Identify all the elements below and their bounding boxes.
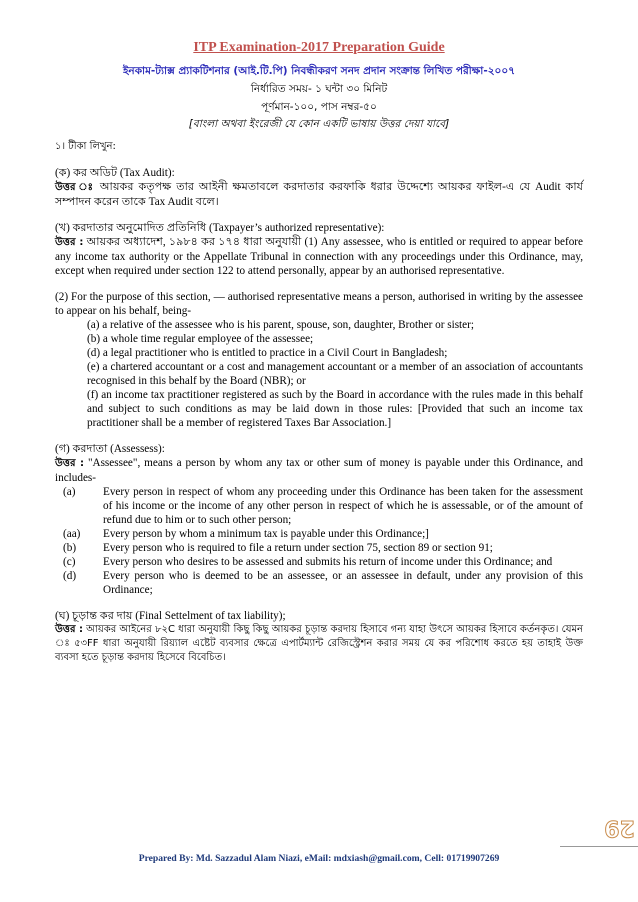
- answer-text: আয়কর অধ্যাদেশ, ১৯৮৪ কর ১৭৪ ধারা অনুযায়ী (1) Any assessee, who is entitled or required to appear before any income tax authority or the Appellate Tribunal in connection with any proceedings under this Ordinance, may, except when required under section 122 to attend personally, appear by an authorised representative.: [55, 236, 583, 277]
- exam-instruction: [বাংলা অথবা ইংরেজী যে কোন একটি ভাষায় উত্তর দেয়া যাবে]: [188, 118, 450, 130]
- list-item: [55, 485, 583, 527]
- section-b-heading: (খ) করদাতার অনুমোদিত প্রতিনিধি (Taxpayer’s authorized representative):: [55, 222, 385, 234]
- answer-label: উত্তর :: [55, 624, 83, 635]
- section-a-answer: [55, 180, 583, 209]
- list-item-label: (c): [63, 556, 76, 568]
- section-d-heading: (ঘ) চূড়ান্ত কর দায় (Final Settelment of tax liability);: [55, 610, 286, 622]
- list-item-label: (d): [63, 570, 77, 582]
- list-item-text: Every person by whom a minimum tax is payable under this Ordinance;]: [103, 528, 429, 540]
- section-c-answer: [55, 456, 583, 485]
- footer-divider: [560, 846, 638, 847]
- list-item-label: (a): [63, 486, 76, 498]
- list-item: [55, 541, 583, 555]
- list-item-text: Every person who desires to be assessed and submits his return of income under this Ordinance; and: [103, 556, 553, 568]
- main-content: [55, 140, 583, 665]
- answer-label: উত্তর :: [55, 458, 85, 469]
- list-item: [55, 569, 583, 597]
- list-item-text: Every person who is deemed to be an assessee, or an assessee in default, under any provision of this Ordinance;: [103, 570, 583, 596]
- section-b-para2: (2) For the purpose of this section, ― authorised representative means a person, authorised in writing by the assessee to appear on his behalf, being-: [55, 291, 583, 317]
- section-c-heading: (গ) করদাতা (Assessess):: [55, 443, 165, 455]
- list-item-text: Every person in respect of whom any proceeding under this Ordinance has been taken for the assessment of his income or the income of any other person in respect of which he is assessable, or of the amount of refund due to him or to such other person;: [103, 486, 583, 526]
- list-item-label: (aa): [63, 528, 81, 540]
- section-a-heading: (ক) কর অডিট (Tax Audit):: [55, 167, 175, 179]
- exam-marks: পূর্ণমান-১০০, পাস নম্বর-৫০: [261, 101, 377, 113]
- section-b-answer: [55, 235, 583, 278]
- list-item-label: (b): [63, 542, 77, 554]
- list-item: (b) a whole time regular employee of the assessee;: [87, 333, 314, 345]
- answer-text: "Assessee", means a person by whom any tax or other sum of money is payable under this Ordinance, and includes-: [55, 457, 583, 484]
- list-item: (a) a relative of the assessee who is his parent, spouse, son, daughter, Brother or sister;: [87, 319, 474, 331]
- page-number: [604, 812, 635, 858]
- page-title: ITP Examination-2017 Preparation Guide: [193, 40, 445, 55]
- list-item: (d) a legal practitioner who is entitled to practice in a Civil Court in Bangladesh;: [87, 347, 448, 359]
- page-number-text: 29: [604, 814, 635, 840]
- answer-text: আয়কর কতৃপক্ষ তার আইনী ক্ষমতাবলে করদাতার করফাকি ধরার উদ্দেশ্যে আয়কর ফাইল-এ যে Audit কার্য সম্পাদন করেন তাকে Tax Audit বলে।: [55, 181, 584, 208]
- list-item: [55, 527, 583, 541]
- answer-label: উত্তর :: [55, 237, 84, 248]
- list-item: (e) a chartered accountant or a cost and management accountant or a member of an association of accountants recognised in this behalf by the Board (NBR); or: [87, 361, 583, 387]
- answer-label: উত্তর ঃ: [55, 182, 96, 193]
- list-item: (f) an income tax practitioner registered as such by the Board in accordance with the rules made in this behalf and subject to such conditions as may be laid down in those rules: [Provided that such an income tax practitioner shall be a member of registered Taxes Bar Association.]: [87, 389, 583, 429]
- answer-text: আয়কর আইনের ৮২C ধারা অনুযায়ী কিছু কিছু আয়কর চূড়ান্ত করদায় হিসাবে গন্য যাহা উৎসে আয়কর হিসাবে কর্তনকৃত। যেমন ঃ ৫৩FF ধারা অনুযায়ী রিয়্যাল এষ্টেট ব্যবসার ক্ষেত্রে এপার্টম্যান্ট রেজিস্ট্রেশন করার সময় যে কর পরিশোধ করতে হয় তাহাই উক্ত ব্যবসা হতে চূড়ান্ত করদায় হিসেবে বিবেচিত।: [55, 624, 583, 663]
- exam-name: ইনকাম-ট্যাক্স প্র্যাকটিশনার (আই.টি.পি) নিবন্ধীকরণ সনদ প্রদান সংক্রান্ত লিখিত পরীক্ষা-২০০৭: [122, 65, 516, 77]
- list-item-text: Every person who is required to file a return under section 75, section 89 or section 91;: [103, 542, 493, 554]
- page-footer: Prepared By: Md. Sazzadul Alam Niazi, eMail: mdxiash@gmail.com, Cell: 01719907269: [138, 853, 500, 864]
- section-d-answer: [55, 623, 583, 665]
- exam-time: নির্ধারিত সময়- ১ ঘন্টা ৩০ মিনিট: [250, 83, 388, 95]
- list-item: [55, 555, 583, 569]
- question-heading: ১। টীকা লিখুন:: [55, 141, 116, 152]
